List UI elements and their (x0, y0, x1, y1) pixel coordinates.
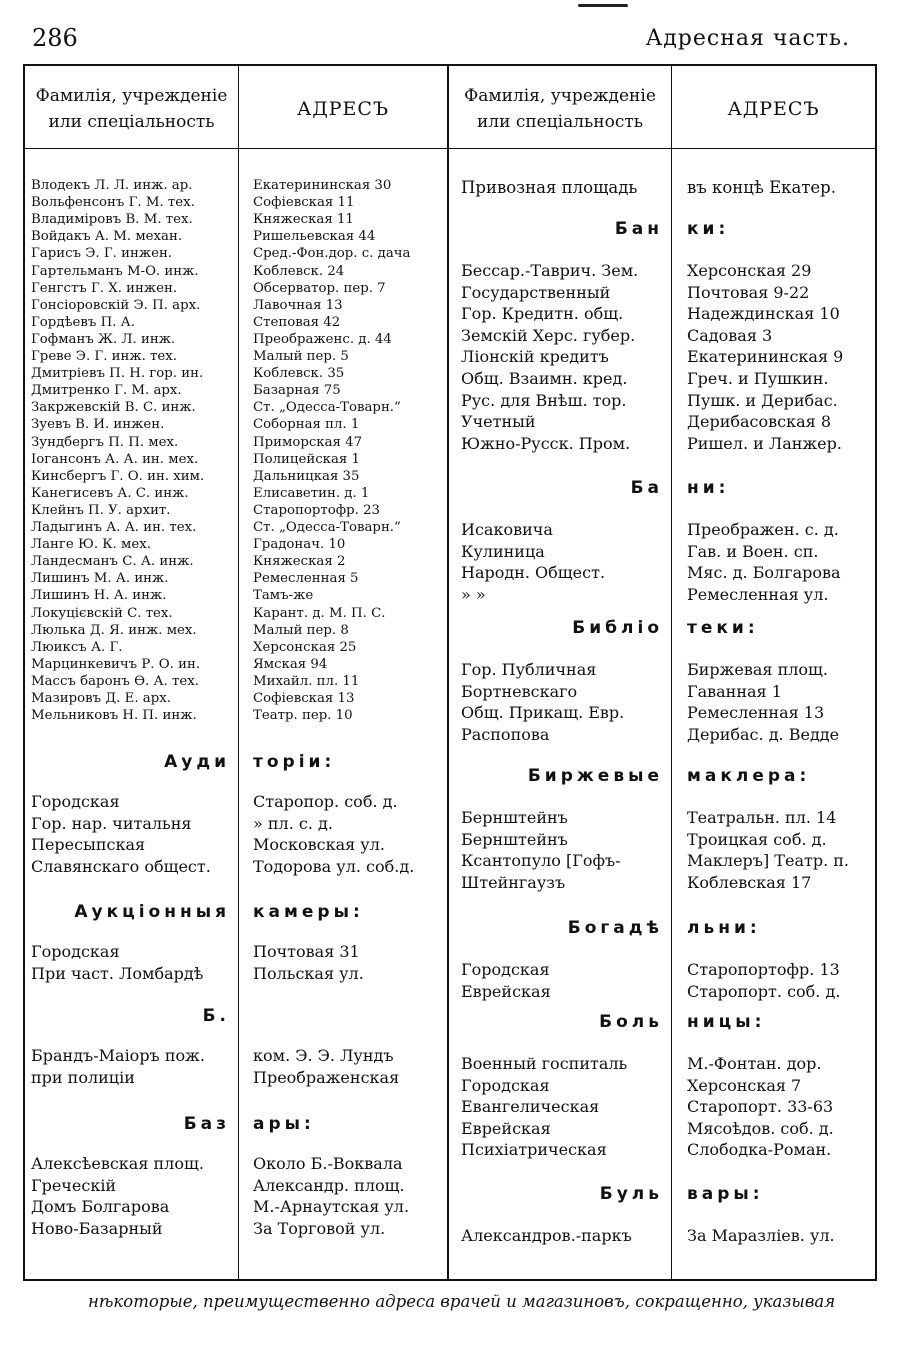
entry-address: » пл. с. д. (253, 813, 333, 833)
person-name: Влодекъ Л. Л. инж. ар. (31, 178, 193, 193)
entry-name: Исаковича (461, 520, 553, 539)
entry-name: Южно-Русск. Пром. (461, 433, 631, 453)
header-address-right: АДРЕСЪ (727, 98, 820, 120)
entry-address: За Торговой ул. (253, 1218, 386, 1238)
entry-name: Привозная площадь (461, 178, 638, 197)
entry-name: Государственный (461, 282, 611, 302)
person-name: Лишинъ М. А. инж. (31, 571, 169, 587)
entry-name: Алексѣевская площ. (31, 1154, 204, 1173)
person-address: Софіевская 11 (253, 195, 355, 211)
entry-name: » » (461, 584, 486, 604)
entry-address: Мясоѣдов. соб. д. (687, 1118, 834, 1138)
entry-address: Слободка-Роман. (687, 1140, 832, 1160)
entry-address: Дерибасовская 8 (687, 412, 832, 432)
person-address: Тамъ-же (253, 588, 314, 604)
person-name: Ладыгинъ А. А. ин. тех. (31, 520, 197, 535)
entry-name: Еврейская (461, 1118, 551, 1138)
footer-note: нѣкоторые, преимущественно адреса врачей и магазиновъ, сокращенно, указывая (88, 1292, 836, 1311)
header-name-left: Фамилія, учрежденіе или спеціальность (35, 86, 228, 132)
person-name: Дмитріевъ П. Н. гор. ин. (31, 366, 204, 382)
section-heading-right: ки: (687, 219, 730, 239)
entry-name: Евангелическая (461, 1097, 600, 1117)
page-number: 286 (32, 24, 78, 52)
entry-address: Тодорова ул. соб.д. (253, 856, 415, 876)
entry-address: ком. Э. Э. Лундъ (253, 1046, 394, 1065)
entry-address: Садовая 3 (687, 325, 773, 345)
person-name: Генгстъ Г. Х. инжен. (31, 280, 178, 296)
person-name: Гордѣевъ П. А. (31, 314, 135, 330)
entry-name: Греческій (31, 1175, 117, 1195)
entry-address: Польская ул. (253, 963, 364, 983)
person-name: Закржевскій В. С. инж. (31, 400, 196, 416)
entry-address: Мяс. д. Болгарова (687, 563, 841, 583)
person-address: Ришельевская 44 (253, 229, 376, 245)
column-rule (447, 66, 449, 1279)
entry-name: Общ. Взаимн. кред. (461, 369, 628, 388)
section-heading-left: Ауди (164, 752, 230, 772)
section-heading-right: камеры: (253, 902, 364, 922)
header-rule (25, 148, 875, 149)
header-address-left: АДРЕСЪ (296, 98, 390, 120)
entry-address: Почтовая 31 (253, 942, 360, 961)
section-heading-left: Биржевые (527, 766, 663, 786)
person-address: Карант. д. М. П. С. (253, 605, 386, 621)
entry-name: Военный госпиталь (461, 1054, 628, 1073)
person-name: Гарисъ Э. Г. инжен. (31, 246, 173, 262)
entry-name: При част. Ломбардѣ (31, 963, 204, 983)
person-address: Ст. „Одесса-Товарн.“ (253, 520, 401, 535)
entry-name: Пересыпская (31, 835, 146, 855)
person-address: Лавочная 13 (253, 297, 343, 313)
entry-name: Городская (461, 1075, 550, 1095)
entry-name: Распопова (461, 724, 550, 744)
person-name: Мазировъ Д. Е. арх. (31, 691, 171, 706)
entry-name: Городская (461, 960, 550, 979)
person-address: Княжеская 11 (253, 212, 354, 228)
person-name: Люиксъ А. Г. (31, 639, 123, 655)
person-address: Ямская 94 (253, 656, 328, 672)
section-heading-right: ни: (687, 478, 730, 498)
entry-address: Екатерининская 9 (687, 347, 844, 367)
section-heading-left: Баз (183, 1114, 230, 1134)
person-name: Мельниковъ Н. П. инж. (31, 708, 197, 724)
header-name-right: Фамилія, учрежденіе или спеціальность (464, 86, 656, 132)
person-address: Малый пер. 8 (253, 622, 349, 638)
entry-address: Гав. и Воен. сп. (687, 541, 819, 561)
person-address: Ст. „Одесса-Товарн.“ (253, 400, 401, 416)
section-heading-left: Буль (599, 1184, 663, 1204)
section-heading-left: Бан (614, 219, 663, 239)
person-name: Марцинкевичъ Р. О. ин. (31, 656, 201, 672)
entry-address: Херсонская 7 (687, 1075, 802, 1095)
entry-name: Славянскаго общест. (31, 856, 211, 876)
person-name: Клейнъ П. У. архит. (31, 502, 171, 518)
entry-name: Городская (31, 942, 120, 961)
entry-address: въ концѣ Екатер. (687, 178, 836, 197)
entry-address: Херсонская 29 (687, 261, 812, 280)
entry-address: М.-Арнаутская ул. (253, 1197, 410, 1217)
entry-address: Московская ул. (253, 835, 385, 855)
section-heading-left: Б. (202, 1006, 230, 1026)
entry-address: Греч. и Пушкин. (687, 369, 829, 388)
person-name: Іогансонъ А. А. ин. мех. (31, 451, 199, 467)
section-heading-left: Ба (630, 478, 663, 498)
section-heading-right: ары: (253, 1114, 315, 1134)
section-heading-left: Боль (599, 1012, 663, 1032)
person-address: Михайл. пл. 11 (253, 673, 360, 689)
entry-name: Бернштейнъ (461, 808, 568, 827)
entry-address: Почтовая 9-22 (687, 282, 810, 302)
entry-name: Брандъ-Маіоръ пож. (31, 1046, 205, 1065)
person-address: Полицейская 1 (253, 451, 360, 467)
entry-address: Надеждинская 10 (687, 304, 840, 324)
running-head: Адресная часть. (645, 26, 850, 51)
person-address: Сред.-Фон.дор. с. дача (253, 246, 411, 262)
entry-name: Городская (31, 792, 120, 811)
entry-name: Психіатрическая (461, 1140, 607, 1160)
entry-address: Коблевская 17 (687, 872, 812, 892)
top-mark (578, 4, 628, 7)
person-address: Княжеская 2 (253, 554, 346, 570)
person-name: Греве Э. Г. инж. тех. (31, 349, 178, 364)
person-address: Старопортофр. 23 (253, 502, 381, 518)
column-rule (238, 66, 239, 1279)
entry-address: Ришел. и Ланжер. (687, 433, 842, 453)
entry-name: Еврейская (461, 981, 551, 1001)
entry-address: М.-Фонтан. дор. (687, 1054, 822, 1073)
entry-name: Гор. нар. читальня (31, 813, 192, 833)
entry-name: Штейнгаузъ (461, 872, 566, 892)
entry-address: За Маразліев. ул. (687, 1226, 835, 1245)
entry-address: Маклеръ] Театр. п. (687, 851, 849, 871)
person-name: Зундбергъ П. П. мех. (31, 434, 179, 450)
person-address: Театр. пер. 10 (253, 708, 353, 724)
person-name: Ландесманъ С. А. инж. (31, 554, 194, 570)
person-name: Зуевъ В. И. инжен. (31, 417, 165, 433)
person-name: Кинсбергъ Г. О. ин. хим. (31, 468, 205, 484)
section-heading-left: Библіо (572, 618, 663, 638)
entry-name: Бернштейнъ (461, 829, 568, 849)
person-name: Владиміровъ В. М. тех. (31, 212, 193, 228)
person-name: Люлька Д. Я. инж. мех. (31, 622, 197, 638)
section-heading-left: Богадѣ (567, 918, 663, 938)
entry-name: Народн. Общест. (461, 563, 606, 583)
person-name: Дмитренко Г. М. арх. (31, 383, 182, 399)
section-heading-right: теки: (687, 618, 759, 638)
entry-name: при полиціи (31, 1067, 135, 1087)
section-heading-right: ницы: (687, 1012, 766, 1032)
entry-name: Гор. Публичная (461, 660, 597, 679)
entry-name: Общ. Прикащ. Евр. (461, 703, 625, 723)
entry-address: Троицкая соб. д. (687, 829, 827, 849)
column-rule (671, 66, 672, 1279)
person-address: Приморская 47 (253, 434, 363, 450)
person-address: Обсерватор. пер. 7 (253, 280, 386, 296)
person-name: Войдакъ А. М. механ. (31, 229, 183, 245)
person-name: Гартельманъ М-О. инж. (31, 263, 199, 279)
entry-name: Домъ Болгарова (31, 1197, 170, 1217)
entry-address: Преображен. с. д. (687, 520, 839, 539)
section-heading-right: маклера: (687, 766, 811, 786)
entry-address: Старопорт. 33-63 (687, 1097, 834, 1117)
entry-address: Гаванная 1 (687, 681, 782, 701)
section-heading-left: Аукціонныя (74, 902, 230, 922)
person-name: Вольфенсонъ Г. М. тех. (31, 195, 195, 211)
entry-name: Рус. для Внѣш. тор. (461, 390, 627, 410)
person-name: Гофманъ Ж. Л. инж. (31, 331, 176, 347)
entry-address: Ремесленная ул. (687, 584, 829, 604)
section-heading-right: льни: (687, 918, 761, 938)
person-address: Дальницкая 35 (253, 468, 360, 484)
entry-address: Старопортофр. 13 (687, 960, 840, 979)
section-heading-right: торіи: (253, 752, 336, 772)
entry-address: Преображенская (253, 1067, 400, 1087)
entry-address: Старопор. соб. д. (253, 792, 398, 811)
entry-address: Ремесленная 13 (687, 703, 825, 723)
entry-name: Ліонскій кредитъ (461, 347, 609, 367)
person-address: Степовая 42 (253, 314, 341, 330)
person-address: Коблевск. 24 (253, 263, 345, 279)
person-address: Екатерининская 30 (253, 178, 392, 193)
section-heading-right: вары: (687, 1184, 764, 1204)
person-address: Елисаветин. д. 1 (253, 485, 370, 501)
person-address: Малый пер. 5 (253, 349, 349, 364)
person-address: Градонач. 10 (253, 537, 346, 553)
entry-address: Дерибас. д. Ведде (687, 724, 840, 744)
person-address: Херсонская 25 (253, 639, 357, 655)
entry-name: Учетный (461, 412, 536, 432)
directory-table (23, 64, 877, 1281)
person-address: Преображенс. д. 44 (253, 331, 392, 347)
person-name: Локуцієвскій С. тех. (31, 605, 173, 621)
person-address: Базарная 75 (253, 383, 341, 399)
person-name: Гонсіоровскій Э. П. арх. (31, 297, 201, 313)
entry-address: Александр. площ. (253, 1175, 405, 1195)
entry-name: Бортневскаго (461, 681, 578, 701)
person-address: Коблевск. 35 (253, 366, 345, 382)
person-address: Соборная пл. 1 (253, 417, 360, 433)
person-address: Софіевская 13 (253, 691, 355, 706)
entry-name: Бессар.-Таврич. Зем. (461, 261, 639, 280)
entry-name: Кулиница (461, 541, 545, 561)
person-name: Ланге Ю. К. мех. (31, 537, 151, 553)
person-name: Канегисевъ А. С. инж. (31, 485, 189, 501)
entry-address: Биржевая площ. (687, 660, 828, 679)
person-name: Массъ баронъ Ѳ. А. тех. (31, 673, 199, 689)
entry-name: Ксантопуло [Гофъ- (461, 851, 621, 871)
entry-name: Александров.-паркъ (461, 1226, 632, 1245)
person-address: Ремесленная 5 (253, 571, 359, 587)
entry-name: Ново-Базарный (31, 1218, 163, 1238)
entry-address: Старопорт. соб. д. (687, 981, 841, 1001)
entry-address: Около Б.-Воквала (253, 1154, 403, 1173)
entry-address: Театральн. пл. 14 (687, 808, 837, 827)
entry-name: Гор. Кредитн. общ. (461, 304, 624, 324)
entry-address: Пушк. и Дерибас. (687, 390, 838, 410)
entry-name: Земскій Херс. губер. (461, 325, 636, 345)
person-name: Лишинъ Н. А. инж. (31, 588, 167, 604)
